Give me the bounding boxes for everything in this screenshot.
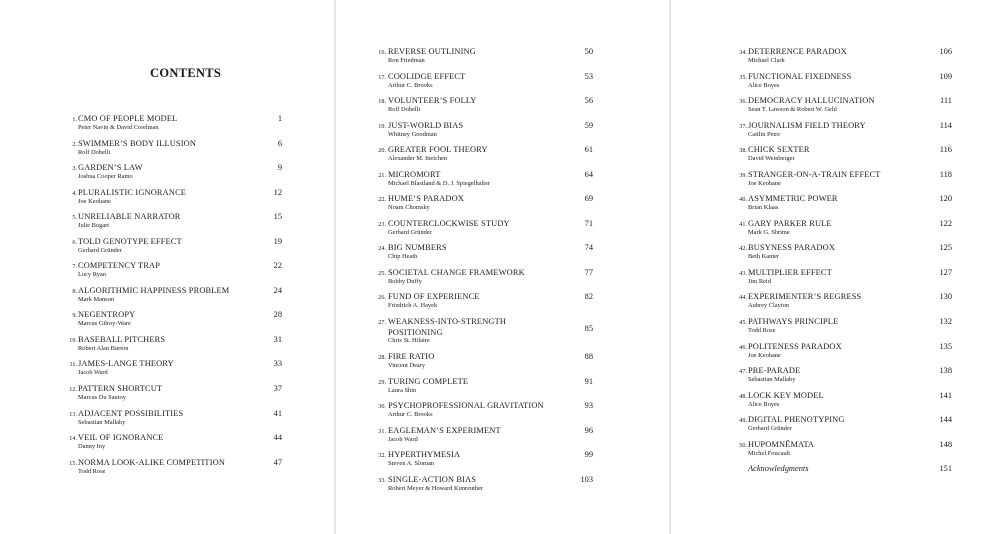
chapter-author: David Weinberger xyxy=(748,155,795,163)
chapter-title: EAGLEMAN’S EXPERIMENT xyxy=(388,425,501,435)
page-number: 22 xyxy=(273,261,282,271)
chapter-number: 21. xyxy=(378,171,386,179)
chapter-author: Lucy Ryan xyxy=(78,271,106,279)
chapter-number: 16. xyxy=(378,49,386,56)
chapter-title: GARDEN’S LAW xyxy=(78,163,143,173)
toc-entry[interactable] xyxy=(0,432,334,457)
chapter-author: Michael Blastland & D. J. Spiegelhalter xyxy=(388,179,491,187)
chapter-number: 2. xyxy=(72,140,77,148)
chapter-author: Sebastian Mallaby xyxy=(78,418,126,426)
toc-entry[interactable] xyxy=(336,95,669,120)
chapter-number: 32. xyxy=(378,452,386,460)
chapter-title: VOLUNTEER’S FOLLY xyxy=(388,96,477,106)
toc-entry[interactable] xyxy=(671,267,1005,292)
page-number: 116 xyxy=(939,145,952,155)
chapter-number: 30. xyxy=(378,403,386,411)
chapter-number: 47. xyxy=(739,368,747,376)
toc-entry[interactable] xyxy=(0,334,334,359)
chapter-author: Chris St. Hilaire xyxy=(388,337,430,345)
toc-entry[interactable] xyxy=(336,71,669,96)
toc-entry[interactable] xyxy=(0,236,334,261)
chapter-title: BIG NUMBERS xyxy=(388,243,447,253)
page-number: 103 xyxy=(580,474,593,484)
page-number: 74 xyxy=(584,243,593,253)
chapter-title: PRE-PARADE xyxy=(748,366,801,376)
page-number: 125 xyxy=(939,243,952,253)
toc-entry[interactable] xyxy=(336,425,669,450)
page-number: 53 xyxy=(584,71,593,81)
chapter-title: COMPETENCY TRAP xyxy=(78,261,161,271)
chapter-author: Marcus Gilroy-Ware xyxy=(78,320,131,328)
page-number: 96 xyxy=(584,425,593,435)
chapter-number: 3. xyxy=(72,165,77,173)
toc-list-column-1 xyxy=(0,113,334,481)
chapter-title: HUPOMNĒMATA xyxy=(748,439,815,449)
page-number: 44 xyxy=(273,433,282,443)
toc-entry[interactable] xyxy=(671,218,1005,243)
page-number: 64 xyxy=(584,169,593,179)
toc-entry[interactable] xyxy=(0,309,334,334)
chapter-author: Michael Clark xyxy=(748,57,785,64)
chapter-author: Michel Foucault xyxy=(748,449,791,457)
chapter-author: Brian Klaas xyxy=(748,204,779,212)
chapter-title: GARY PARKER RULE xyxy=(748,218,832,228)
chapter-author: Vincent Deary xyxy=(388,362,426,370)
page-number: 71 xyxy=(584,218,593,228)
toc-entry[interactable] xyxy=(336,144,669,169)
toc-entry[interactable] xyxy=(0,408,334,433)
chapter-number: 15. xyxy=(69,459,77,467)
chapter-title: NORMA LOOK-ALIKE COMPETITION xyxy=(78,457,226,467)
chapter-title: MICROMORT xyxy=(388,169,441,179)
chapter-author: Rolf Dobelli xyxy=(78,148,111,156)
chapter-title: ASYMMETRIC POWER xyxy=(748,194,838,204)
toc-entry[interactable] xyxy=(671,390,1005,415)
page-number: 138 xyxy=(939,366,952,376)
chapter-author: Rolf Dobelli xyxy=(388,106,421,114)
chapter-author: Friedrich A. Hayek xyxy=(388,302,438,310)
toc-entry[interactable] xyxy=(0,138,334,163)
chapter-author: Caitlin Petre xyxy=(748,130,781,138)
toc-entry[interactable] xyxy=(671,439,1005,464)
chapter-title: PATHWAYS PRINCIPLE xyxy=(748,317,839,327)
chapter-number: 39. xyxy=(739,171,747,179)
chapter-author: Joe Keohane xyxy=(78,197,111,205)
chapter-author: Gerhard Gründer xyxy=(388,228,432,236)
chapter-number: 14. xyxy=(69,435,77,443)
chapter-title: MULTIPLIER EFFECT xyxy=(748,267,832,277)
page-number: 61 xyxy=(584,145,593,155)
page-number: 77 xyxy=(584,267,593,277)
chapter-number: 23. xyxy=(378,220,386,228)
chapter-title-continued: POSITIONING xyxy=(388,328,443,338)
chapter-author: Arthur C. Brooks xyxy=(388,81,433,89)
page-number: 69 xyxy=(584,194,593,204)
chapter-title: FIRE RATIO xyxy=(388,352,435,362)
page-number: 85 xyxy=(584,324,593,334)
chapter-author: Mark G. Shrime xyxy=(748,228,790,236)
page-number: 15 xyxy=(273,212,282,222)
toc-entry[interactable] xyxy=(671,144,1005,169)
chapter-number: 26. xyxy=(378,294,386,302)
chapter-number: 45. xyxy=(739,319,747,327)
chapter-author: Alice Boyes xyxy=(748,81,780,89)
chapter-title: BASEBALL PITCHERS xyxy=(78,334,166,344)
chapter-title: REVERSE OUTLINING xyxy=(388,47,476,56)
chapter-title: JAMES-LANGE THEORY xyxy=(78,359,174,369)
page-number: 122 xyxy=(939,218,952,228)
chapter-author: Steven A. Sloman xyxy=(388,460,434,468)
toc-entry[interactable] xyxy=(671,341,1005,366)
chapter-author: Joe Keohane xyxy=(748,179,781,187)
chapter-author: Robert Meyer & Howard Kunreuther xyxy=(388,484,484,492)
toc-entry[interactable] xyxy=(0,211,334,236)
toc-entry[interactable] xyxy=(0,162,334,187)
page-number: 31 xyxy=(273,334,282,344)
chapter-title: PLURALISTIC IGNORANCE xyxy=(78,187,187,197)
toc-entry[interactable] xyxy=(0,187,334,212)
chapter-title: COOLIDGE EFFECT xyxy=(388,71,466,81)
chapter-author: Beth Kanter xyxy=(748,253,780,261)
chapter-number: 5. xyxy=(72,214,77,222)
chapter-title: DETERRENCE PARADOX xyxy=(748,47,847,56)
chapter-number: 38. xyxy=(739,147,747,155)
chapter-title: ALGORITHMIC HAPPINESS PROBLEM xyxy=(78,285,230,295)
chapter-number: 25. xyxy=(378,269,386,277)
chapter-number: 19. xyxy=(378,122,386,130)
toc-entry[interactable] xyxy=(671,316,1005,341)
page-number: 28 xyxy=(273,310,282,320)
page-number: 135 xyxy=(939,341,952,351)
toc-entry[interactable] xyxy=(671,365,1005,390)
chapter-number: 36. xyxy=(739,98,747,106)
chapter-author: Whitney Goodman xyxy=(388,130,437,138)
chapter-number: 18. xyxy=(378,98,386,106)
page-number: 141 xyxy=(939,390,952,400)
chapter-title: BUSYNESS PARADOX xyxy=(748,243,836,253)
page-number: 1 xyxy=(277,114,282,123)
chapter-title: TURING COMPLETE xyxy=(388,376,469,386)
toc-entry[interactable] xyxy=(336,267,669,292)
chapter-author: Sean T. Lawson & Robert W. Gehl xyxy=(748,106,837,114)
chapter-author: Jacob Ward xyxy=(388,435,418,443)
page-number: 91 xyxy=(584,376,593,386)
chapter-author: Joshua Cooper Ramo xyxy=(78,173,133,181)
chapter-author: Noam Chomsky xyxy=(388,204,430,212)
toc-entry[interactable] xyxy=(336,218,669,243)
page-number: 33 xyxy=(273,359,282,369)
chapter-title: DIGITAL PHENOTYPING xyxy=(748,415,845,425)
chapter-author: Chip Heath xyxy=(388,253,418,261)
chapter-number: 24. xyxy=(378,245,386,253)
chapter-title: JUST-WORLD BIAS xyxy=(388,120,464,130)
toc-entry-acknowledgments[interactable] xyxy=(671,463,1005,477)
page-number: 82 xyxy=(584,292,593,302)
page-number: 106 xyxy=(939,47,952,56)
chapter-title: NEGENTROPY xyxy=(78,310,136,320)
chapter-author: Gerhard Gründer xyxy=(78,246,122,254)
chapter-title: PATTERN SHORTCUT xyxy=(78,384,163,394)
chapter-number: 1. xyxy=(72,116,77,123)
chapter-title: SWIMMER’S BODY ILLUSION xyxy=(78,138,197,148)
chapter-title: HYPERTHYMESIA xyxy=(388,450,461,460)
chapter-author: Danny Iny xyxy=(78,443,106,451)
page-number: 144 xyxy=(939,415,952,425)
chapter-number: 20. xyxy=(378,147,386,155)
chapter-title: WEAKNESS-INTO-STRENGTH xyxy=(388,317,507,327)
toc-entry[interactable] xyxy=(336,242,669,267)
toc-list-column-3 xyxy=(671,46,1005,477)
chapter-title: EXPERIMENTER’S REGRESS xyxy=(748,292,862,302)
acknowledgments-title: Acknowledgments xyxy=(748,464,809,474)
toc-entry[interactable] xyxy=(336,169,669,194)
chapter-number: 12. xyxy=(69,386,77,394)
chapter-title: LOCK KEY MODEL xyxy=(748,390,824,400)
chapter-title: SOCIETAL CHANGE FRAMEWORK xyxy=(388,267,525,277)
chapter-number: 42. xyxy=(739,245,747,253)
chapter-number: 29. xyxy=(378,378,386,386)
chapter-title: GREATER FOOL THEORY xyxy=(388,145,488,155)
page-number: 56 xyxy=(584,96,593,106)
chapter-number: 27. xyxy=(378,319,386,327)
toc-entry[interactable] xyxy=(336,316,669,351)
chapter-title: ADJACENT POSSIBILITIES xyxy=(78,408,184,418)
chapter-title: CHICK SEXTER xyxy=(748,145,810,155)
chapter-number: 37. xyxy=(739,122,747,130)
toc-entry[interactable] xyxy=(671,414,1005,439)
chapter-number: 34. xyxy=(739,49,747,56)
chapter-number: 7. xyxy=(72,263,77,271)
toc-entry[interactable] xyxy=(671,193,1005,218)
chapter-author: Marcus Du Sautoy xyxy=(78,394,126,402)
page-number: 41 xyxy=(273,408,282,418)
toc-entry[interactable] xyxy=(671,169,1005,194)
page-number: 6 xyxy=(277,138,282,148)
chapter-author: Sebastian Mallaby xyxy=(748,376,796,384)
toc-page-middle xyxy=(336,0,669,534)
page-number: 50 xyxy=(584,47,593,56)
chapter-title: COUNTERCLOCKWISE STUDY xyxy=(388,218,510,228)
page-number: 109 xyxy=(939,71,952,81)
page-number: 132 xyxy=(939,317,952,327)
toc-entry[interactable] xyxy=(336,291,669,316)
chapter-author: Aubrey Clayton xyxy=(748,302,789,310)
chapter-author: Jacob Ward xyxy=(78,369,108,377)
chapter-title: TOLD GENOTYPE EFFECT xyxy=(78,236,182,246)
toc-entry[interactable] xyxy=(0,113,334,138)
toc-entry[interactable] xyxy=(671,46,1005,71)
page-number: 59 xyxy=(584,120,593,130)
chapter-title: SINGLE-ACTION BIAS xyxy=(388,474,477,484)
chapter-author: Robert Alan Burton xyxy=(78,344,129,352)
toc-entry[interactable] xyxy=(336,351,669,376)
page-number: 130 xyxy=(939,292,952,302)
chapter-number: 49. xyxy=(739,417,747,425)
chapter-number: 10. xyxy=(69,336,77,344)
chapter-number: 40. xyxy=(739,196,747,204)
page-number: 114 xyxy=(939,120,952,130)
chapter-author: Peter Navin & David Creelman xyxy=(78,124,159,131)
chapter-title: VEIL OF IGNORANCE xyxy=(78,433,164,443)
page-number: 148 xyxy=(939,439,952,449)
toc-entry[interactable] xyxy=(0,457,334,482)
chapter-title: JOURNALISM FIELD THEORY xyxy=(748,120,866,130)
chapter-number: 41. xyxy=(739,220,747,228)
chapter-author: Joe Keohane xyxy=(748,351,781,359)
chapter-title: STRANGER-ON-A-TRAIN EFFECT xyxy=(748,169,881,179)
page-number: 88 xyxy=(584,352,593,362)
toc-entry[interactable] xyxy=(671,291,1005,316)
toc-page-left xyxy=(0,0,334,534)
chapter-author: Julie Bogart xyxy=(78,222,110,230)
chapter-author: Bobby Duffy xyxy=(388,277,422,285)
page-number: 12 xyxy=(273,187,282,197)
page-number: 24 xyxy=(273,285,282,295)
chapter-number: 35. xyxy=(739,73,747,81)
toc-entry[interactable] xyxy=(0,260,334,285)
toc-entry[interactable] xyxy=(336,400,669,425)
chapter-number: 8. xyxy=(72,287,77,295)
chapter-author: Laura Shin xyxy=(388,386,417,394)
toc-entry[interactable] xyxy=(336,193,669,218)
page-number: 19 xyxy=(273,236,282,246)
chapter-author: Todd Rose xyxy=(748,327,776,335)
page-number: 47 xyxy=(273,457,282,467)
chapter-number: 43. xyxy=(739,269,747,277)
chapter-author: Todd Rose xyxy=(78,467,106,475)
page-number: 127 xyxy=(939,267,952,277)
toc-entry[interactable] xyxy=(336,449,669,474)
toc-list-column-2 xyxy=(336,46,669,498)
chapter-title: DEMOCRACY HALLUCINATION xyxy=(748,96,875,106)
toc-entry[interactable] xyxy=(336,120,669,145)
toc-page-right xyxy=(671,0,1005,534)
page-number: 93 xyxy=(584,401,593,411)
chapter-title: HUME’S PARADOX xyxy=(388,194,465,204)
toc-entry[interactable] xyxy=(0,285,334,310)
chapter-number: 17. xyxy=(378,73,386,81)
toc-entry[interactable] xyxy=(671,120,1005,145)
page-number: 37 xyxy=(273,384,282,394)
chapter-author: Jim Reid xyxy=(748,277,771,285)
chapter-title: CMO OF PEOPLE MODEL xyxy=(78,114,178,123)
chapter-number: 46. xyxy=(739,343,747,351)
toc-entry[interactable] xyxy=(0,358,334,383)
page-title: CONTENTS xyxy=(150,66,222,80)
chapter-number: 33. xyxy=(378,476,386,484)
chapter-author: Alice Boyes xyxy=(748,400,780,408)
chapter-title: FUNCTIONAL FIXEDNESS xyxy=(748,71,852,81)
chapter-title: PSYCHOPROFESSIONAL GRAVITATION xyxy=(388,401,544,411)
chapter-author: Alexander M. Ineichen xyxy=(388,155,448,163)
toc-entry[interactable] xyxy=(0,383,334,408)
chapter-number: 11. xyxy=(69,361,77,369)
toc-entry[interactable] xyxy=(671,95,1005,120)
toc-entry[interactable] xyxy=(671,71,1005,96)
chapter-author: Ron Friedman xyxy=(388,57,425,64)
page-number: 9 xyxy=(277,163,282,173)
page-number: 111 xyxy=(940,96,952,106)
page-number: 99 xyxy=(584,450,593,460)
page-number: 120 xyxy=(939,194,952,204)
chapter-author: Gerhard Gründer xyxy=(748,425,792,433)
chapter-number: 22. xyxy=(378,196,386,204)
toc-entry[interactable] xyxy=(336,376,669,401)
toc-entry[interactable] xyxy=(336,46,669,71)
chapter-title: POLITENESS PARADOX xyxy=(748,341,842,351)
chapter-number: 13. xyxy=(69,410,77,418)
chapter-number: 6. xyxy=(72,238,77,246)
chapter-number: 31. xyxy=(378,427,386,435)
chapter-number: 44. xyxy=(739,294,747,302)
chapter-number: 28. xyxy=(378,354,386,362)
page-number: 118 xyxy=(939,169,952,179)
chapter-number: 50. xyxy=(739,441,747,449)
chapter-author: Mark Manson xyxy=(78,295,115,303)
page-number: 151 xyxy=(939,464,952,474)
toc-entry[interactable] xyxy=(336,474,669,499)
chapter-number: 9. xyxy=(72,312,77,320)
chapter-number: 48. xyxy=(739,392,747,400)
chapter-title: FUND OF EXPERIENCE xyxy=(388,292,480,302)
chapter-number: 4. xyxy=(72,189,77,197)
chapter-author: Arthur C. Brooks xyxy=(388,411,433,419)
chapter-title: UNRELIABLE NARRATOR xyxy=(78,212,181,222)
toc-entry[interactable] xyxy=(671,242,1005,267)
